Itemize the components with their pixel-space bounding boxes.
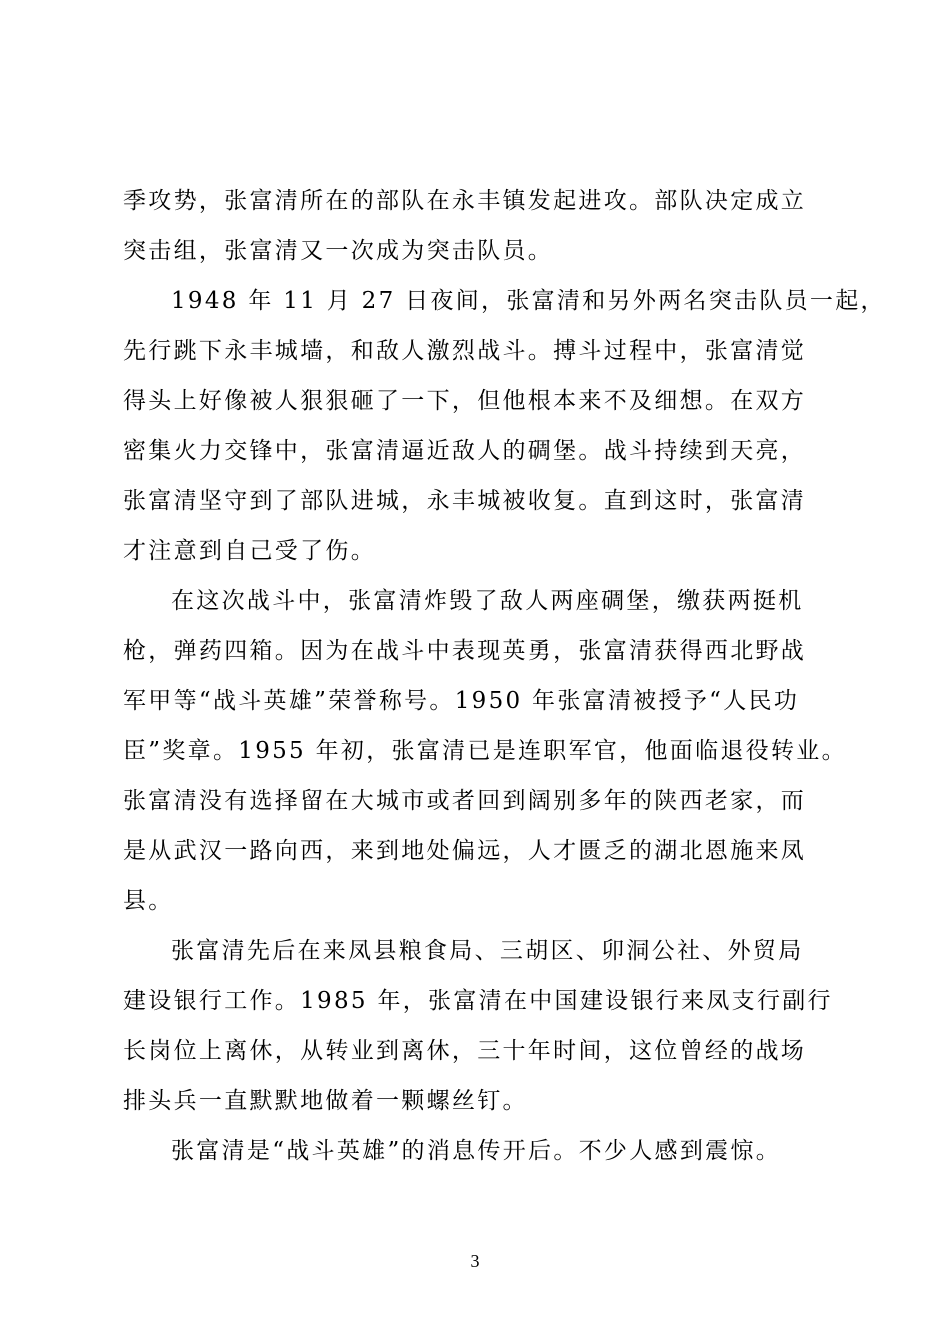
text-line-15: 县。 bbox=[123, 888, 174, 914]
text-line-19: 排头兵一直默默地做着一颗螺丝钉。 bbox=[123, 1088, 528, 1114]
text-line-7: 张富清坚守到了部队进城，永丰城被收复。直到这时，张富清 bbox=[123, 488, 807, 514]
text-line-2: 突击组，张富清又一次成为突击队员。 bbox=[123, 238, 554, 264]
text-line-4: 先行跳下永丰城墙，和敌人激烈战斗。搏斗过程中，张富清觉 bbox=[123, 338, 807, 364]
page-number: 3 bbox=[470, 1251, 480, 1271]
text-line-16: 张富清先后在来凤县粮食局、三胡区、卯洞公社、外贸局 bbox=[171, 938, 804, 964]
text-line-20: 张富清是“战斗英雄”的消息传开后。不少人感到震惊。 bbox=[171, 1138, 782, 1164]
text-line-10: 枪，弹药四箱。因为在战斗中表现英勇，张富清获得西北野战 bbox=[123, 638, 807, 664]
text-line-6: 密集火力交锋中，张富清逼近敌人的碉堡。战斗持续到天亮， bbox=[123, 438, 807, 464]
text-line-8: 才注意到自己受了伤。 bbox=[123, 538, 376, 564]
text-line-18: 长岗位上离休，从转业到离休，三十年时间，这位曾经的战场 bbox=[123, 1038, 807, 1064]
text-line-12: 臣”奖章。1955 年初，张富清已是连职军官，他面临退役转业。 bbox=[123, 738, 847, 764]
text-line-17: 建设银行工作。1985 年，张富清在中国建设银行来凤支行副行 bbox=[123, 988, 833, 1014]
text-line-9: 在这次战斗中，张富清炸毁了敌人两座碉堡，缴获两挺机 bbox=[171, 588, 804, 614]
text-line-11: 军甲等“战斗英雄”荣誉称号。1950 年张富清被授予“人民功 bbox=[123, 688, 800, 714]
text-line-13: 张富清没有选择留在大城市或者回到阔别多年的陕西老家，而 bbox=[123, 788, 807, 814]
text-line-14: 是从武汉一路向西，来到地处偏远，人才匮乏的湖北恩施来凤 bbox=[123, 838, 807, 864]
text-line-1: 季攻势，张富清所在的部队在永丰镇发起进攻。部队决定成立 bbox=[123, 188, 807, 214]
text-line-3: 1948 年 11 月 27 日夜间，张富清和另外两名突击队员一起， bbox=[171, 288, 886, 314]
text-line-5: 得头上好像被人狠狠砸了一下，但他根本来不及细想。在双方 bbox=[123, 388, 807, 414]
